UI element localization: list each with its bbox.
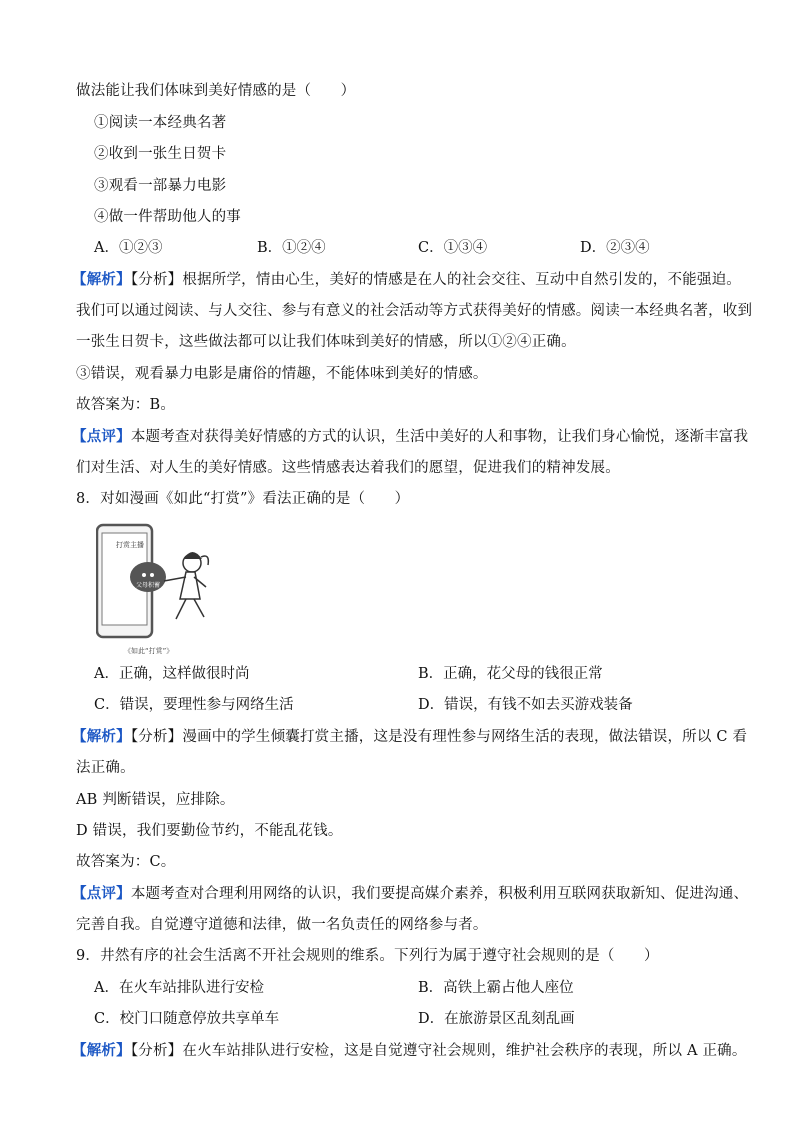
cartoon-screen-text: 打赏主播 — [116, 541, 144, 549]
q7-analysis-line-4: ③错误，观看暴力电影是庸俗的情趣，不能体味到美好的情感。 — [76, 366, 488, 382]
q9-option-c: C．校门口随意停放共享单车 — [94, 1011, 280, 1027]
q8-analysis-line-4: D 错误，我们要勤俭节约，不能乱花钱。 — [76, 823, 343, 839]
q7-option-c: C．①③④ — [418, 240, 488, 256]
q9-analysis-line-1: 【解析】【分析】在火车站排队进行安检，这是自觉遵守社会规则，维护社会秩序的表现，所以 A 正确。 — [72, 1042, 747, 1059]
q8-option-c: C．错误，要理性参与网络生活 — [94, 697, 294, 713]
q7-option-a: A．①②③ — [94, 240, 163, 256]
comment-tag: 【点评】 — [72, 428, 131, 445]
q8-analysis-line-2: 法正确。 — [76, 760, 135, 776]
fenxi-tag: 【分析】 — [130, 272, 183, 288]
analysis-tag: 【解析】 — [72, 728, 131, 745]
q8-comment-line-2: 完善自我。自觉遵守道德和法律，做一名负责任的网络参与者。 — [76, 917, 488, 933]
q9-option-b: B．高铁上霸占他人座位 — [418, 980, 574, 996]
q7-item-4: ④做一件帮助他人的事 — [94, 209, 241, 225]
fenxi-tag: 【分析】 — [130, 729, 183, 745]
analysis-tag: 【解析】 — [72, 1042, 131, 1059]
q7-option-d: D．②③④ — [580, 240, 650, 256]
q8-stem: 8．对如漫画《如此“打赏”》看法正确的是（ ） — [76, 491, 410, 507]
q9-stem: 9．井然有序的社会生活离不开社会规则的维系。下列行为属于遵守社会规则的是（ ） — [76, 948, 659, 964]
q7-analysis-line-2: 我们可以通过阅读、与人交往、参与有意义的社会活动等方式获得美好的情感。阅读一本经典名著，收到 — [76, 303, 753, 319]
cartoon-caption: 《如此“打赏”》 — [124, 647, 174, 655]
cartoon-image — [96, 515, 216, 657]
q7-comment-line-1: 【点评】本题考查对获得美好情感的方式的认识，生活中美好的人和事物，让我们身心愉悦，逐渐丰富我 — [72, 428, 749, 445]
q7-analysis-line-3: 一张生日贺卡，这些做法都可以让我们体味到美好的情感，所以①②④正确。 — [76, 334, 576, 350]
q7-stem: 做法能让我们体味到美好情感的是（ ） — [76, 83, 356, 99]
fenxi-tag: 【分析】 — [130, 1043, 183, 1059]
q7-analysis-line-1: 【解析】【分析】根据所学，情由心生，美好的情感是在人的社会交往、互动中自然引发的，不能强迫。 — [72, 271, 741, 288]
q7-item-2: ②收到一张生日贺卡 — [94, 146, 227, 162]
comment-tag: 【点评】 — [72, 885, 131, 902]
analysis-tag: 【解析】 — [72, 271, 131, 288]
q9-option-a: A．在火车站排队进行安检 — [94, 980, 264, 996]
q8-option-a: A．正确，这样做很时尚 — [94, 666, 250, 682]
q8-option-d: D．错误，有钱不如去买游戏装备 — [418, 697, 633, 713]
q8-analysis-line-3: AB 判断错误，应排除。 — [76, 792, 235, 808]
q9-option-d: D．在旅游景区乱刻乱画 — [418, 1011, 575, 1027]
q8-comment-line-1: 【点评】本题考查对合理利用网络的认识，我们要提高媒介素养，积极利用互联网获取新知、促进沟通、 — [72, 885, 749, 902]
q8-option-b: B．正确，花父母的钱很正常 — [418, 666, 603, 682]
q7-answer: 故答案为：B。 — [76, 397, 176, 413]
q8-answer: 故答案为：C。 — [76, 854, 176, 870]
q7-item-1: ①阅读一本经典名著 — [94, 115, 227, 131]
q8-analysis-line-1: 【解析】【分析】漫画中的学生倾囊打赏主播，这是没有理性参与网络生活的表现，做法错误，所以 C 看 — [72, 728, 748, 745]
cartoon-bag-text: 父母积蓄 — [136, 582, 161, 589]
q7-comment-line-2: 们对生活、对人生的美好情感。这些情感表达着我们的愿望，促进我们的精神发展。 — [76, 460, 620, 476]
q7-item-3: ③观看一部暴力电影 — [94, 178, 227, 194]
q7-option-b: B．①②④ — [257, 240, 326, 256]
